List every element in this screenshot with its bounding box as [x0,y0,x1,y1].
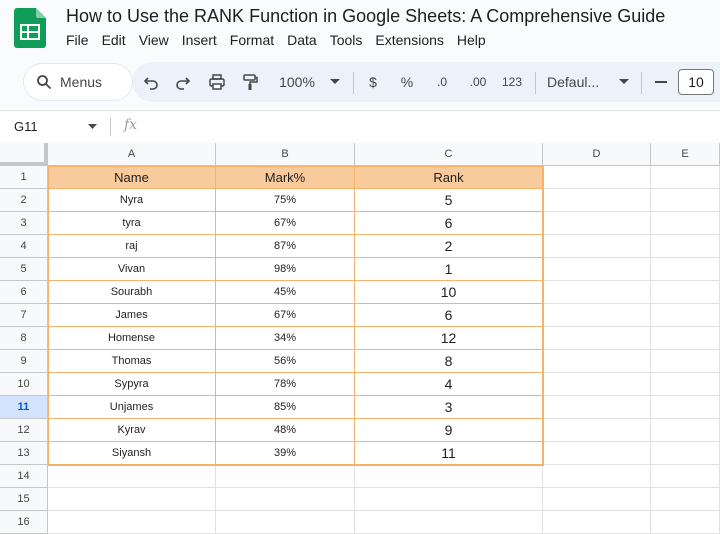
row-header-9[interactable]: 9 [0,350,48,373]
caret-down-icon [619,79,629,85]
increase-decimal-button[interactable] [466,71,490,93]
cell-mark[interactable]: 78% [216,373,355,396]
cell[interactable] [651,258,720,281]
font-dropdown-button[interactable] [617,71,631,93]
formula-separator [110,118,111,136]
row-header-8[interactable]: 8 [0,327,48,350]
cell-name[interactable]: raj [48,235,216,258]
zoom-select[interactable] [276,71,318,93]
caret-down-icon [330,79,340,85]
column-header-d[interactable]: D [543,143,651,166]
column-header-c[interactable]: C [355,143,543,166]
decrease-decimal-label: .0 [436,75,447,89]
name-box[interactable]: G11 [14,119,38,134]
cell[interactable] [355,465,543,488]
percent-button[interactable] [398,71,416,93]
cell[interactable] [543,511,651,534]
row-header-4[interactable]: 4 [0,235,48,258]
cell-mark[interactable]: 56% [216,350,355,373]
zoom-dropdown-button[interactable] [328,71,342,93]
number-format-button[interactable] [500,71,524,93]
minus-icon [655,81,667,83]
row-header-6[interactable]: 6 [0,281,48,304]
toolbar-separator [641,72,642,94]
cell[interactable] [651,373,720,396]
currency-label: $ [369,74,377,90]
cell[interactable] [651,235,720,258]
menu-insert[interactable]: Insert [181,32,217,48]
cell[interactable] [48,465,216,488]
menu-view[interactable]: View [138,32,169,48]
menu-bar [66,32,499,48]
percent-label: % [400,74,414,90]
cell[interactable] [48,488,216,511]
cell-rank[interactable]: 6 [355,304,543,327]
row-header-14[interactable]: 14 [0,465,48,488]
cell-rank[interactable]: 8 [355,350,543,373]
menu-file[interactable]: File [66,32,89,48]
currency-button[interactable] [366,71,380,93]
cell-rank[interactable]: 6 [355,212,543,235]
cell-name[interactable]: Nyra [48,189,216,212]
cell[interactable] [651,511,720,534]
cell-rank[interactable]: 10 [355,281,543,304]
formula-bar [0,110,720,144]
cell[interactable] [651,304,720,327]
print-icon [208,73,226,91]
zoom-value: 100% [279,74,315,90]
cell[interactable] [543,166,651,189]
number-format-label: 123 [501,75,523,89]
cell[interactable] [355,488,543,511]
row-header-13[interactable]: 13 [0,442,48,465]
row-header-16[interactable]: 16 [0,511,48,534]
cell[interactable] [651,465,720,488]
cell-mark[interactable]: 34% [216,327,355,350]
decrease-font-size-button[interactable] [652,71,670,93]
cell[interactable] [543,465,651,488]
font-size-input[interactable]: 10 [678,69,714,95]
caret-down-icon[interactable] [88,124,97,129]
cell-name[interactable]: Homense [48,327,216,350]
toolbar-separator [535,72,536,94]
cell[interactable] [543,442,651,465]
cell[interactable] [651,419,720,442]
cell-rank[interactable]: 11 [355,442,543,465]
cell[interactable] [651,327,720,350]
cell-rank[interactable]: 9 [355,419,543,442]
cell[interactable] [651,189,720,212]
cell[interactable] [543,488,651,511]
cell-name[interactable]: Thomas [48,350,216,373]
fx-icon: fx [124,117,138,133]
menu-help[interactable]: Help [456,32,486,48]
cell-name[interactable]: Sypyra [48,373,216,396]
column-header-b[interactable]: B [216,143,355,166]
cell[interactable] [651,281,720,304]
print-button[interactable] [206,71,228,93]
row-header-15[interactable]: 15 [0,488,48,511]
cell[interactable] [651,442,720,465]
cell[interactable] [543,189,651,212]
cell-mark[interactable]: 87% [216,235,355,258]
cell[interactable] [651,212,720,235]
cell[interactable] [543,373,651,396]
undo-button[interactable] [141,71,161,93]
cell-name[interactable]: Sourabh [48,281,216,304]
cell[interactable] [651,488,720,511]
menu-tools[interactable]: Tools [329,32,363,48]
google-sheets-logo-icon[interactable] [14,8,46,48]
menu-format[interactable]: Format [229,32,275,48]
menu-data[interactable]: Data [287,32,317,48]
toolbar [0,58,720,108]
row-header-3[interactable]: 3 [0,212,48,235]
cell-mark[interactable]: 39% [216,442,355,465]
cell-name[interactable]: Siyansh [48,442,216,465]
column-header-e[interactable]: E [651,143,720,166]
cell-mark[interactable]: 85% [216,396,355,419]
cell-name[interactable]: Vivan [48,258,216,281]
cell[interactable] [216,488,355,511]
cell[interactable] [651,350,720,373]
cell[interactable] [216,511,355,534]
cell-name[interactable]: tyra [48,212,216,235]
toolbar-separator [353,72,354,94]
cell-rank[interactable]: 3 [355,396,543,419]
cell[interactable] [543,281,651,304]
table-header-mark-pct[interactable]: Mark% [216,166,355,189]
row-header-7[interactable]: 7 [0,304,48,327]
row-header-5[interactable]: 5 [0,258,48,281]
cell-rank[interactable]: 12 [355,327,543,350]
menus-search[interactable] [24,64,132,100]
cell[interactable] [543,419,651,442]
cell[interactable] [543,327,651,350]
paint-format-icon [242,73,258,91]
menu-extensions[interactable]: Extensions [375,32,444,48]
cell[interactable] [543,304,651,327]
search-icon [36,74,52,90]
cell-mark[interactable]: 67% [216,212,355,235]
cell-name[interactable]: Unjames [48,396,216,419]
cell-rank[interactable]: 1 [355,258,543,281]
table-header-rank[interactable]: Rank [355,166,543,189]
increase-decimal-label: .00 [469,75,487,89]
search-label: Menus [60,74,103,90]
redo-button[interactable] [173,71,193,93]
table-header-name[interactable]: Name [48,166,216,189]
font-select[interactable] [547,71,609,93]
decrease-decimal-button[interactable] [430,71,454,93]
cell[interactable] [543,258,651,281]
cell[interactable] [48,511,216,534]
row-header-12[interactable]: 12 [0,419,48,442]
cell-mark[interactable]: 75% [216,189,355,212]
cell[interactable] [543,350,651,373]
cell-mark[interactable]: 98% [216,258,355,281]
row-header-11[interactable]: 11 [0,396,48,419]
cell-mark[interactable]: 48% [216,419,355,442]
row-header-2[interactable]: 2 [0,189,48,212]
undo-icon [143,74,159,90]
cell-rank[interactable]: 4 [355,373,543,396]
cell[interactable] [651,166,720,189]
document-title[interactable]: How to Use the RANK Function in Google Sheets: A Comprehensive Guide [66,6,666,26]
cell-mark[interactable]: 45% [216,281,355,304]
cell[interactable] [543,235,651,258]
cell[interactable] [216,465,355,488]
cell-name[interactable]: James [48,304,216,327]
menu-edit[interactable]: Edit [101,32,126,48]
redo-icon [175,74,191,90]
row-header-10[interactable]: 10 [0,373,48,396]
cell-rank[interactable]: 2 [355,235,543,258]
font-label: Defaul... [547,74,600,90]
column-header-a[interactable]: A [48,143,216,166]
cell-mark[interactable]: 67% [216,304,355,327]
row-header-1[interactable]: 1 [0,166,48,189]
cell[interactable] [355,511,543,534]
cell[interactable] [543,396,651,419]
cell-name[interactable]: Kyrav [48,419,216,442]
cell-rank[interactable]: 5 [355,189,543,212]
select-all-corner[interactable] [0,143,48,166]
cell[interactable] [651,396,720,419]
paint-format-button[interactable] [240,71,260,93]
cell[interactable] [543,212,651,235]
title-bar [0,0,720,58]
